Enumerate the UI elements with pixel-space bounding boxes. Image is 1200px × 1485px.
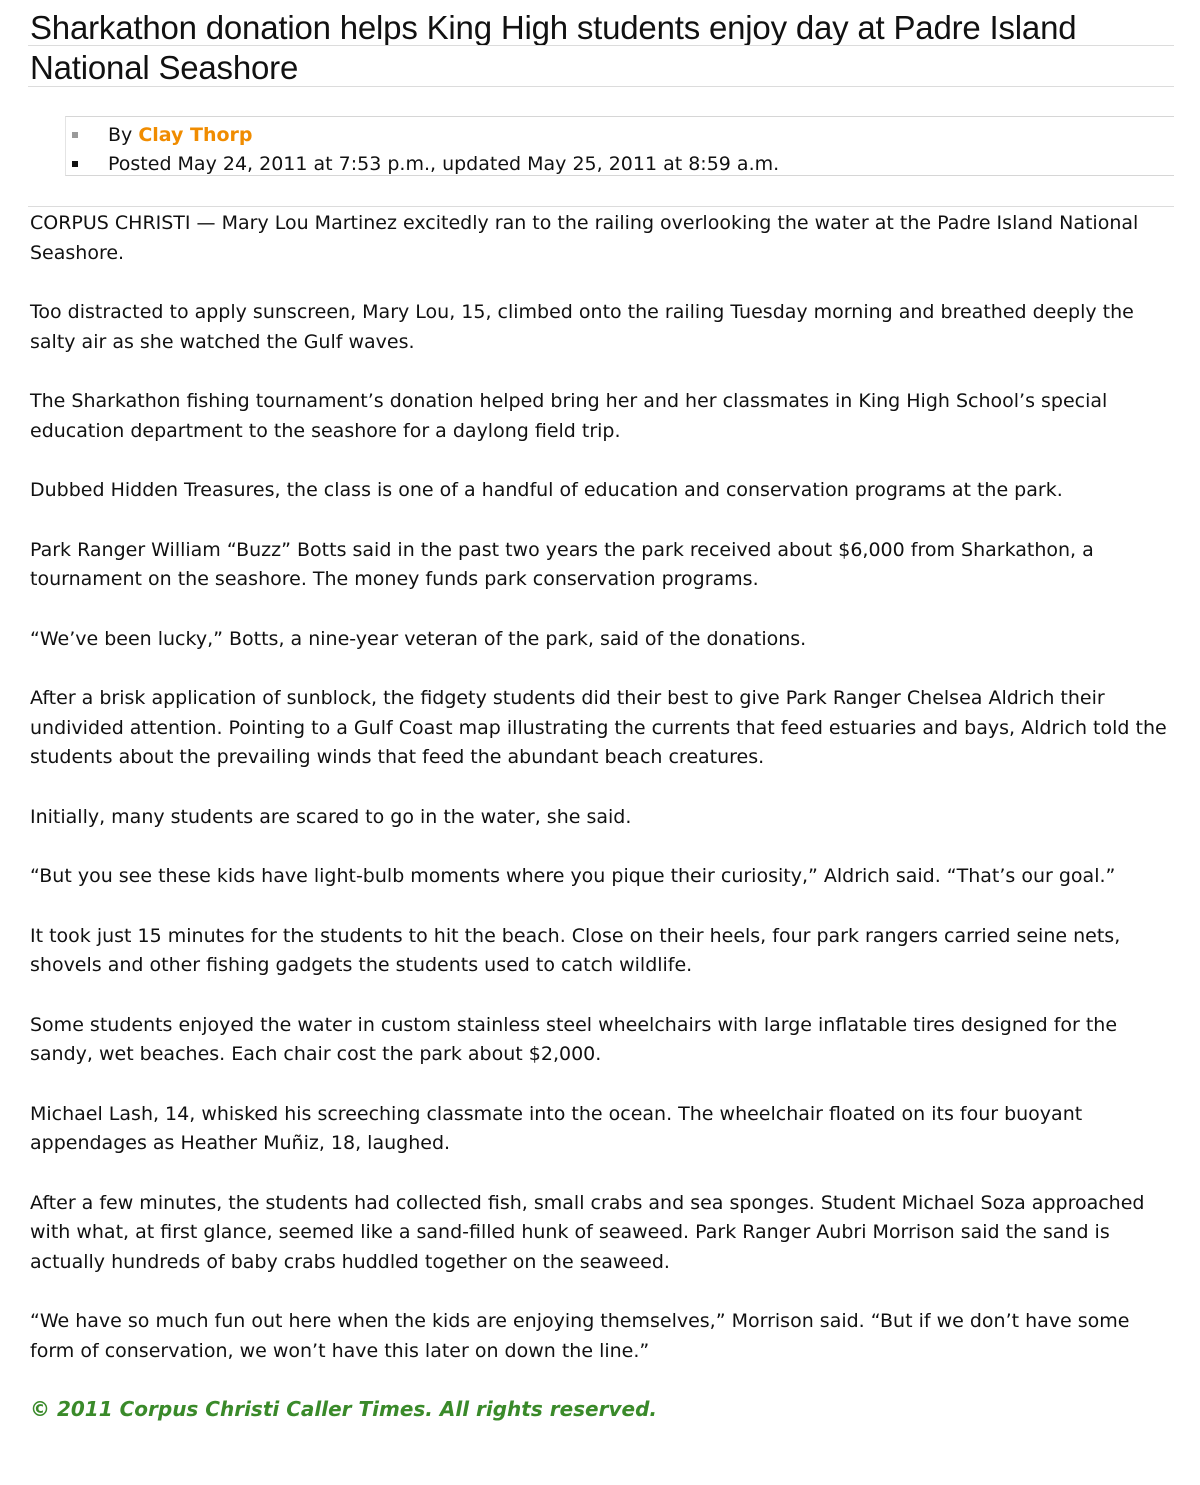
article-paragraph: Michael Lash, 14, whisked his screeching classmate into the ocean. The wheelchair floated on its four buoyant appendages as Heather Muñiz, 18, laughed.	[30, 1102, 1083, 1154]
article-paragraph: “We have so much fun out here when the kids are enjoying themselves,” Morrison said. “But if we don’t have some form of conservation, we won’t have this later on down the line.”	[30, 1310, 1130, 1362]
square-bullet-icon	[72, 161, 78, 167]
article-paragraph: Initially, many students are scared to go in the water, she said.	[30, 805, 632, 828]
posted-date: Posted May 24, 2011 at 7:53 p.m., updated May 25, 2011 at 8:59 a.m.	[108, 153, 780, 175]
article-paragraph: After a brisk application of sunblock, the fidgety students did their best to give Park Ranger Chelsea Aldrich their undivided attention. Pointing to a Gulf Coast map illustrating the currents that feed estuaries and bays, Aldrich told the students about the prevailing winds that feed the abundant beach creatures.	[30, 687, 1167, 768]
article-paragraph: Too distracted to apply sunscreen, Mary Lou, 15, climbed onto the railing Tuesday morning and breathed deeply the salty air as she watched the Gulf waves.	[30, 301, 1134, 353]
byline-box	[65, 116, 1174, 176]
article-paragraph: Park Ranger William “Buzz” Botts said in the past two years the park received about $6,000 from Sharkathon, a tournament on the seashore. The money funds park conservation programs.	[30, 538, 1094, 590]
byline-divider	[28, 206, 1174, 207]
article-paragraph: The Sharkathon fishing tournament’s donation helped bring her and her classmates in King High School’s special education department to the seashore for a daylong field trip.	[30, 390, 1108, 442]
article-paragraph: Dubbed Hidden Treasures, the class is one of a handful of education and conservation programs at the park.	[30, 479, 1063, 501]
article-paragraph: Some students enjoyed the water in custom stainless steel wheelchairs with large inflatable tires designed for the sandy, wet beaches. Each chair cost the park about $2,000.	[30, 1013, 1118, 1065]
author-link[interactable]: Clay Thorp	[138, 124, 253, 146]
headline-divider-bottom	[28, 86, 1174, 87]
article-paragraph: It took just 15 minutes for the students to hit the beach. Close on their heels, four park rangers carried seine nets, shovels and other fishing gadgets the students used to catch wildlife.	[30, 924, 1121, 976]
article-paragraph: After a few minutes, the students had collected fish, small crabs and sea sponges. Student Michael Soza approached with what, at first glance, seemed like a sand-filled hunk of seaweed. Park Ranger Aubri Morrison said the sand is actually hundreds of baby crabs huddled together on the seaweed.	[30, 1191, 1145, 1273]
square-bullet-icon	[72, 132, 78, 138]
headline: Sharkathon donation helps King High students enjoy day at Padre Island National Seashore	[30, 9, 1077, 86]
headline-divider-top	[28, 45, 1174, 46]
article-paragraph: “We’ve been lucky,” Botts, a nine-year veteran of the park, said of the donations.	[30, 627, 807, 650]
article-body	[30, 209, 1175, 1396]
article-paragraph: “But you see these kids have light-bulb moments where you pique their curiosity,” Aldrich said. “That’s our goal.”	[30, 865, 1116, 887]
copyright-notice: © 2011 Corpus Christi Caller Times. All rights reserved.	[30, 1397, 657, 1421]
byline-prefix: By	[108, 124, 139, 146]
byline-author-text	[108, 121, 253, 150]
article-paragraph: CORPUS CHRISTI — Mary Lou Martinez excitedly ran to the railing overlooking the water at the Padre Island National Seashore.	[30, 212, 1139, 264]
